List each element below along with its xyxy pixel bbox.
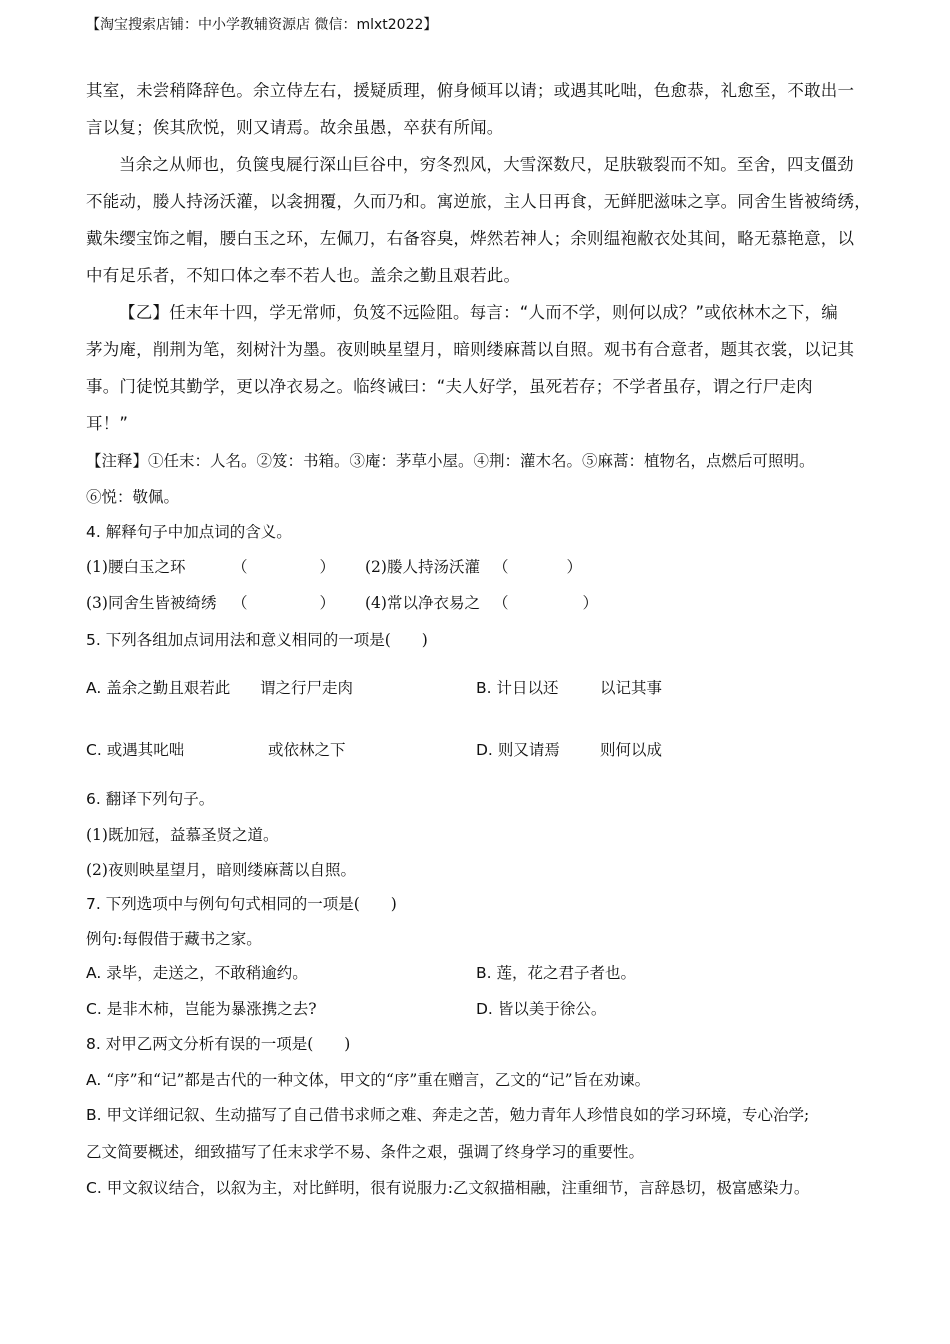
option-b[interactable]: B. 莲，花之君子者也。 [476, 964, 637, 982]
question-stem: 翻译下列句子。 [105, 790, 215, 808]
example-sentence: 例句:每假借于藏书之家。 [86, 930, 262, 948]
question-stem: 下列选项中与例句句式相同的一项是( ) [105, 895, 397, 913]
translate-item: (1)既加冠，益慕圣贤之道。 [86, 826, 279, 844]
passage-line: 当余之从师也，负箧曳屣行深山巨谷中，穷冬烈风，大雪深数尺，足肤皲裂而不知。至舍，四支僵劲 [119, 155, 854, 174]
passage-line: 戴朱缨宝饰之帽，腰白玉之环，左佩刀，右备容臭，烨然若神人；余则缊袍敝衣处其间，略无慕艳意，以 [86, 229, 855, 248]
question-stem: 下列各组加点词用法和意义相同的一项是( ) [105, 631, 428, 649]
question-stem: 解释句子中加点词的含义。 [105, 523, 292, 541]
option-b[interactable]: B. 甲文详细记叙、生动描写了自己借书求师之难、奔走之苦，勉力青年人珍惜良如的学习环境，专心治学; [86, 1106, 810, 1124]
answer-blank[interactable]: （ ） [232, 594, 336, 612]
passage-line: 言以复；俟其欣悦，则又请焉。故余虽愚，卒获有所闻。 [86, 118, 504, 137]
option-c-second: 或依林之下 [268, 741, 346, 759]
passage-line: 中有足乐者，不知口体之奉不若人也。盖余之勤且艰若此。 [86, 266, 521, 285]
option-b-continued: 乙文简要概述，细致描写了任末求学不易、条件之艰，强调了终身学习的重要性。 [86, 1143, 645, 1161]
passage-line: 事。门徒悦其勤学，更以净衣易之。临终诫曰：“夫人好学，虽死若存；不学者虽存，谓之行尸走肉 [86, 377, 813, 396]
option-c[interactable]: C. 或遇其叱咄 [86, 741, 185, 759]
passage-line: 不能动，媵人持汤沃灌，以衾拥覆，久而乃和。寓逆旅，主人日再食，无鲜肥滋味之享。同舍生皆被绮绣， [86, 192, 871, 211]
option-a[interactable]: A. 录毕，走送之，不敢稍逾约。 [86, 964, 308, 982]
question-number: 7. [86, 895, 101, 913]
option-a[interactable]: A. “序”和“记”都是古代的一种文体，甲文的“序”重在赠言，乙文的“记”旨在劝谏。 [86, 1071, 651, 1089]
question-stem: 对甲乙两文分析有误的一项是( ) [105, 1035, 351, 1053]
question-number: 8. [86, 1035, 101, 1053]
question-number: 5. [86, 631, 101, 649]
option-d[interactable]: D. 则又请焉 [476, 741, 560, 759]
option-a[interactable]: A. 盖余之勤且艰若此 [86, 679, 231, 697]
passage-line: 茅为庵，削荆为笔，刻树汁为墨。夜则映星望月，暗则缕麻蒿以自照。观书有合意者，题其衣裳，以记其 [86, 340, 855, 359]
option-c[interactable]: C. 甲文叙议结合，以叙为主，对比鲜明，很有说服力:乙文叙描相融，注重细节，言辞恳切，极富感染力。 [86, 1179, 810, 1197]
q4-item-1: (1)腰白玉之环 [86, 558, 186, 576]
question-number: 6. [86, 790, 101, 808]
option-d[interactable]: D. 皆以美于徐公。 [476, 1000, 607, 1018]
passage-line: 耳！” [86, 414, 129, 433]
header-text: 【淘宝搜索店铺：中小学教辅资源店 微信：mlxt2022】 [86, 17, 438, 33]
passage-line: 其室，未尝稍降辞色。余立侍左右，援疑质理，俯身倾耳以请；或遇其叱咄，色愈恭，礼愈至，不敢出一 [86, 81, 855, 100]
answer-blank[interactable]: （ ） [232, 558, 336, 576]
answer-blank[interactable]: （ ） [493, 594, 599, 612]
option-b-second: 以记其事 [600, 679, 663, 697]
q4-item-3: (3)同舍生皆被绮绣 [86, 594, 217, 612]
option-d-second: 则何以成 [600, 741, 663, 759]
passage-line: 【乙】任末年十四，学无常师，负笈不远险阻。每言：“人而不学，则何以成？”或依林木之下，编 [119, 303, 838, 322]
translate-item: (2)夜则映星望月，暗则缕麻蒿以自照。 [86, 861, 356, 879]
q4-item-4: (4)常以净衣易之 [365, 594, 480, 612]
option-b[interactable]: B. 计日以还 [476, 679, 559, 697]
option-c[interactable]: C. 是非木柿，岂能为暴涨携之去? [86, 1000, 317, 1018]
option-a-second: 谓之行尸走肉 [260, 679, 354, 697]
q4-item-2: (2)媵人持汤沃灌 [365, 558, 480, 576]
question-number: 4. [86, 523, 101, 541]
note-line: ⑥悦：敬佩。 [86, 488, 180, 506]
note-line: 【注释】①任末：人名。②笈：书箱。③庵：茅草小屋。④荆：灌木名。⑤麻蒿：植物名，点燃后可照明。 [86, 452, 815, 470]
answer-blank[interactable]: （ ） [493, 558, 583, 576]
